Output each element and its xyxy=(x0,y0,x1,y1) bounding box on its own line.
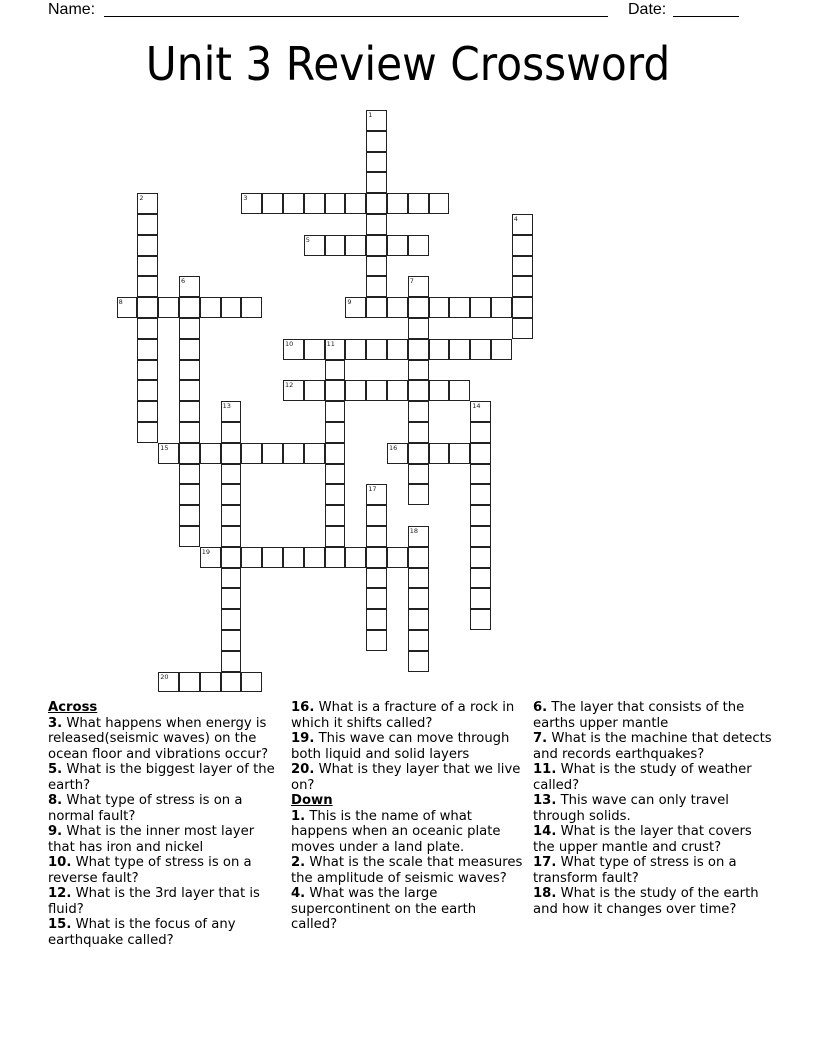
clue-down-13 xyxy=(533,793,773,824)
crossword-cell[interactable] xyxy=(137,318,158,339)
crossword-cell[interactable] xyxy=(158,297,179,318)
crossword-cell[interactable] xyxy=(366,172,387,193)
down-heading: Down xyxy=(291,793,333,808)
clue-across-8 xyxy=(48,793,280,824)
crossword-cell[interactable] xyxy=(387,380,408,401)
page-title: Unit 3 Review Crossword xyxy=(145,37,671,91)
crossword-cell[interactable] xyxy=(470,505,491,526)
clue-number-label: 2 xyxy=(139,194,144,203)
crossword-cell[interactable] xyxy=(221,505,242,526)
crossword-cell[interactable] xyxy=(429,443,450,464)
crossword-cell[interactable] xyxy=(345,297,366,318)
clue-number-label: 10 xyxy=(285,339,294,348)
clue-number-label: 5 xyxy=(305,235,310,244)
crossword-cell[interactable] xyxy=(137,276,158,297)
clue-down-11 xyxy=(533,762,773,793)
crossword-cell[interactable] xyxy=(470,443,491,464)
clue-number: 8. xyxy=(48,793,63,808)
crossword-cell[interactable] xyxy=(137,214,158,235)
clue-text: What is the biggest layer of the earth? xyxy=(48,762,275,793)
crossword-cell[interactable] xyxy=(221,526,242,547)
crossword-cell[interactable] xyxy=(408,547,429,568)
crossword-cell[interactable] xyxy=(408,422,429,443)
crossword-cell[interactable] xyxy=(408,276,429,297)
crossword-cell[interactable] xyxy=(325,380,346,401)
crossword-cell[interactable] xyxy=(366,297,387,318)
crossword-cell[interactable] xyxy=(491,297,512,318)
clue-down-2 xyxy=(291,855,523,886)
clue-number: 14. xyxy=(533,824,557,839)
crossword-cell[interactable] xyxy=(179,443,200,464)
across-heading: Across xyxy=(48,700,98,715)
crossword-cell[interactable] xyxy=(470,609,491,630)
crossword-cell[interactable] xyxy=(241,297,262,318)
crossword-cell[interactable] xyxy=(449,297,470,318)
clue-number: 4. xyxy=(291,886,306,901)
crossword-cell[interactable] xyxy=(366,214,387,235)
crossword-cell[interactable] xyxy=(429,297,450,318)
crossword-cell[interactable] xyxy=(408,630,429,651)
clue-number-label: 11 xyxy=(326,339,335,348)
crossword-cell[interactable] xyxy=(408,360,429,381)
clue-text: What is the 3rd layer that is fluid? xyxy=(48,886,260,917)
crossword-cell[interactable] xyxy=(179,297,200,318)
crossword-cell[interactable] xyxy=(408,443,429,464)
clue-number: 6. xyxy=(533,700,548,715)
crossword-cell[interactable] xyxy=(221,547,242,568)
crossword-cell[interactable] xyxy=(283,339,304,360)
crossword-cell[interactable] xyxy=(408,484,429,505)
crossword-cell[interactable] xyxy=(221,651,242,672)
crossword-cell[interactable] xyxy=(221,630,242,651)
crossword-cell[interactable] xyxy=(179,422,200,443)
crossword-cell[interactable] xyxy=(221,484,242,505)
crossword-cell[interactable] xyxy=(345,235,366,256)
clue-across-5 xyxy=(48,762,280,793)
crossword-cell[interactable] xyxy=(304,339,325,360)
clue-text: What is the scale that measures the amplitude of seismic waves? xyxy=(291,855,523,886)
clue-number-label: 8 xyxy=(118,298,123,307)
crossword-cell[interactable] xyxy=(366,235,387,256)
crossword-cell[interactable] xyxy=(325,193,346,214)
clue-number: 11. xyxy=(533,762,557,777)
clue-text: What is the study of the earth and how it changes over time? xyxy=(533,886,759,917)
clue-text: What was the large supercontinent on the earth called? xyxy=(291,886,477,932)
crossword-cell[interactable] xyxy=(325,505,346,526)
clue-across-3 xyxy=(48,716,280,763)
crossword-cell[interactable] xyxy=(345,380,366,401)
crossword-cell[interactable] xyxy=(137,256,158,277)
clue-number: 10. xyxy=(48,855,72,870)
crossword-cell[interactable] xyxy=(449,339,470,360)
name-label: Name: xyxy=(48,1,96,18)
crossword-cell[interactable] xyxy=(345,193,366,214)
crossword-cell[interactable] xyxy=(366,276,387,297)
crossword-cell[interactable] xyxy=(283,380,304,401)
clue-number: 2. xyxy=(291,855,306,870)
crossword-cell[interactable] xyxy=(283,193,304,214)
crossword-cell[interactable] xyxy=(470,401,491,422)
crossword-cell[interactable] xyxy=(408,568,429,589)
clue-number: 1. xyxy=(291,808,306,824)
crossword-cell[interactable] xyxy=(241,193,262,214)
clue-number: 19. xyxy=(291,731,315,746)
clue-number-label: 1 xyxy=(368,111,373,119)
crossword-cell[interactable] xyxy=(366,152,387,173)
clue-number: 18. xyxy=(533,886,557,901)
crossword-cell[interactable] xyxy=(179,318,200,339)
crossword-cell[interactable] xyxy=(304,380,325,401)
clue-down-6 xyxy=(533,700,773,731)
clue-text: What is a fracture of a rock in which it shifts called? xyxy=(291,700,515,731)
clue-number: 13. xyxy=(533,793,557,808)
crossword-cell[interactable] xyxy=(262,443,283,464)
crossword-cell[interactable] xyxy=(325,526,346,547)
crossword-cell[interactable] xyxy=(449,443,470,464)
clue-text: This wave can only travel through solids. xyxy=(533,793,729,824)
crossword-cell[interactable] xyxy=(449,380,470,401)
crossword-cell[interactable] xyxy=(408,193,429,214)
crossword-cell[interactable] xyxy=(241,443,262,464)
crossword-cell[interactable] xyxy=(221,422,242,443)
crossword-cell[interactable] xyxy=(429,193,450,214)
crossword-cell[interactable] xyxy=(179,484,200,505)
crossword-cell[interactable] xyxy=(470,547,491,568)
crossword-cell[interactable] xyxy=(221,588,242,609)
crossword-cell[interactable] xyxy=(221,464,242,485)
crossword-cell[interactable] xyxy=(470,484,491,505)
crossword-cell[interactable] xyxy=(387,443,408,464)
clue-across-12 xyxy=(48,886,280,917)
crossword-cell[interactable] xyxy=(179,276,200,297)
clue-number-label: 17 xyxy=(368,485,377,494)
crossword-cell[interactable] xyxy=(325,464,346,485)
crossword-cell[interactable] xyxy=(117,297,138,318)
crossword-cell[interactable] xyxy=(325,401,346,422)
clue-text: What is the focus of any earthquake called? xyxy=(48,917,236,948)
crossword-cell[interactable] xyxy=(325,360,346,381)
crossword-cell[interactable] xyxy=(304,443,325,464)
clue-down-1 xyxy=(291,809,523,856)
crossword-cell[interactable] xyxy=(408,235,429,256)
clue-number-label: 9 xyxy=(347,298,352,307)
crossword-cell[interactable] xyxy=(512,214,533,235)
crossword-cell[interactable] xyxy=(512,276,533,297)
crossword-cell[interactable] xyxy=(179,339,200,360)
crossword-cell[interactable] xyxy=(137,360,158,381)
clue-text: What is the machine that detects and records earthquakes? xyxy=(533,731,772,762)
crossword-cell[interactable] xyxy=(158,672,179,693)
date-label: Date: xyxy=(628,1,667,18)
clue-across-15 xyxy=(48,917,280,948)
crossword-cell[interactable] xyxy=(221,609,242,630)
crossword-cell[interactable] xyxy=(158,443,179,464)
clue-down-17 xyxy=(533,855,773,886)
clue-number: 16. xyxy=(291,700,315,715)
clue-number: 7. xyxy=(533,731,548,746)
crossword-cell[interactable] xyxy=(512,318,533,339)
crossword-cell[interactable] xyxy=(179,464,200,485)
crossword-cell[interactable] xyxy=(137,235,158,256)
crossword-cell[interactable] xyxy=(137,193,158,214)
clue-text: What is the study of weather called? xyxy=(533,762,752,793)
crossword-cell[interactable] xyxy=(408,588,429,609)
crossword-cell[interactable] xyxy=(137,339,158,360)
clue-text: What type of stress is on a normal fault? xyxy=(48,793,243,824)
crossword-cell[interactable] xyxy=(387,339,408,360)
crossword-cell[interactable] xyxy=(408,609,429,630)
crossword-cell[interactable] xyxy=(387,547,408,568)
crossword-cell[interactable] xyxy=(304,193,325,214)
crossword-cell[interactable] xyxy=(408,464,429,485)
crossword-cell[interactable] xyxy=(304,235,325,256)
clue-text: What is they layer that we live on? xyxy=(291,762,521,793)
clue-number-label: 6 xyxy=(181,277,186,286)
clue-number-label: 20 xyxy=(160,672,169,681)
crossword-cell[interactable] xyxy=(221,672,242,693)
crossword-cell[interactable] xyxy=(366,505,387,526)
clue-text: This is the name of what happens when an oceanic plate moves under a land plate. xyxy=(291,808,501,855)
crossword-cell[interactable] xyxy=(221,297,242,318)
crossword-cell[interactable] xyxy=(366,339,387,360)
crossword-cell[interactable] xyxy=(262,193,283,214)
clues-column-1 xyxy=(48,700,280,948)
crossword-cell[interactable] xyxy=(512,297,533,318)
crossword-cell[interactable] xyxy=(366,256,387,277)
clue-across-19 xyxy=(291,731,523,762)
crossword-cell[interactable] xyxy=(366,588,387,609)
crossword-cell[interactable] xyxy=(408,380,429,401)
crossword-cell[interactable] xyxy=(283,443,304,464)
clue-number-label: 7 xyxy=(409,277,414,286)
crossword-cell[interactable] xyxy=(470,339,491,360)
crossword-cell[interactable] xyxy=(325,443,346,464)
crossword-cell[interactable] xyxy=(179,672,200,693)
crossword-cell[interactable] xyxy=(387,297,408,318)
crossword-cell[interactable] xyxy=(366,110,387,131)
clue-text: What happens when energy is released(seismic waves) on the ocean floor and vibrations occur? xyxy=(48,715,269,762)
clue-number: 9. xyxy=(48,824,63,839)
crossword-cell[interactable] xyxy=(366,526,387,547)
crossword-cell[interactable] xyxy=(366,484,387,505)
crossword-cell[interactable] xyxy=(325,422,346,443)
crossword-cell[interactable] xyxy=(408,401,429,422)
crossword-cell[interactable] xyxy=(345,547,366,568)
clue-number: 20. xyxy=(291,762,315,777)
clue-number: 12. xyxy=(48,886,72,901)
crossword-cell[interactable] xyxy=(325,235,346,256)
crossword-cell[interactable] xyxy=(283,547,304,568)
clue-number-label: 15 xyxy=(160,443,169,452)
crossword-cell[interactable] xyxy=(137,297,158,318)
clue-number-label: 3 xyxy=(243,194,248,203)
crossword-cell[interactable] xyxy=(325,484,346,505)
clue-number: 17. xyxy=(533,855,557,870)
crossword-cell[interactable] xyxy=(345,339,366,360)
crossword-cell[interactable] xyxy=(221,401,242,422)
crossword-cell[interactable] xyxy=(221,568,242,589)
clue-text: What is the layer that covers the upper mantle and crust? xyxy=(533,824,752,855)
clue-number-label: 14 xyxy=(472,402,481,411)
crossword-cell[interactable] xyxy=(470,297,491,318)
clue-across-9 xyxy=(48,824,280,855)
clue-number-label: 12 xyxy=(285,381,294,390)
crossword-cell[interactable] xyxy=(408,297,429,318)
clue-number: 15. xyxy=(48,917,72,932)
crossword-cell[interactable] xyxy=(325,547,346,568)
crossword-cell[interactable] xyxy=(200,297,221,318)
clue-number-label: 13 xyxy=(222,402,231,411)
crossword-cell[interactable] xyxy=(366,131,387,152)
clue-number: 3. xyxy=(48,715,63,731)
crossword-cell[interactable] xyxy=(366,547,387,568)
crossword-cell[interactable] xyxy=(325,339,346,360)
clues-column-3 xyxy=(533,700,773,917)
clue-down-4 xyxy=(291,886,523,933)
crossword-cell[interactable] xyxy=(137,380,158,401)
crossword-cell[interactable] xyxy=(366,380,387,401)
crossword-cell[interactable] xyxy=(512,256,533,277)
crossword-cell[interactable] xyxy=(491,339,512,360)
crossword-cell[interactable] xyxy=(366,568,387,589)
crossword-cell[interactable] xyxy=(179,401,200,422)
clue-text: This wave can move through both liquid and solid layers xyxy=(291,731,510,762)
crossword-cell[interactable] xyxy=(179,526,200,547)
clues-column-2 xyxy=(291,700,523,933)
crossword-cell[interactable] xyxy=(470,568,491,589)
crossword-cell[interactable] xyxy=(366,609,387,630)
crossword-cell[interactable] xyxy=(387,235,408,256)
crossword-cell[interactable] xyxy=(408,651,429,672)
clue-down-18 xyxy=(533,886,773,917)
clue-number: 5. xyxy=(48,762,63,777)
crossword-cell[interactable] xyxy=(429,380,450,401)
crossword-cell[interactable] xyxy=(200,547,221,568)
crossword-cell[interactable] xyxy=(366,193,387,214)
crossword-cell[interactable] xyxy=(470,526,491,547)
clue-number-label: 19 xyxy=(201,547,211,556)
clue-across-16 xyxy=(291,700,523,731)
crossword-cell[interactable] xyxy=(304,547,325,568)
crossword-cell[interactable] xyxy=(366,630,387,651)
crossword-cell[interactable] xyxy=(179,505,200,526)
crossword-cell[interactable] xyxy=(512,235,533,256)
clue-text: What is the inner most layer that has iron and nickel xyxy=(48,824,255,855)
clue-across-20 xyxy=(291,762,523,793)
crossword-cell[interactable] xyxy=(179,380,200,401)
crossword-cell[interactable] xyxy=(241,672,262,693)
crossword-cell[interactable] xyxy=(408,339,429,360)
crossword-cell[interactable] xyxy=(137,422,158,443)
clue-text: What type of stress is on a reverse fault? xyxy=(48,855,252,886)
crossword-cell[interactable] xyxy=(408,526,429,547)
crossword-cell[interactable] xyxy=(200,672,221,693)
crossword-cell[interactable] xyxy=(179,360,200,381)
crossword-cell[interactable] xyxy=(408,318,429,339)
clue-number-label: 16 xyxy=(389,443,398,452)
clue-across-10 xyxy=(48,855,280,886)
clue-down-14 xyxy=(533,824,773,855)
clue-number-label: 18 xyxy=(409,527,419,535)
crossword-cell[interactable] xyxy=(470,422,491,443)
crossword-cell[interactable] xyxy=(470,464,491,485)
crossword-cell[interactable] xyxy=(200,443,221,464)
clue-down-7 xyxy=(533,731,773,762)
crossword-cell[interactable] xyxy=(262,547,283,568)
clue-text: The layer that consists of the earths upper mantle xyxy=(533,700,745,731)
crossword-cell[interactable] xyxy=(221,443,242,464)
crossword-cell[interactable] xyxy=(241,547,262,568)
clue-number-label: 4 xyxy=(513,215,518,223)
crossword-cell[interactable] xyxy=(470,588,491,609)
clue-text: What type of stress is on a transform fault? xyxy=(533,855,737,886)
crossword-cell[interactable] xyxy=(429,339,450,360)
crossword-cell[interactable] xyxy=(387,193,408,214)
crossword-cell[interactable] xyxy=(137,401,158,422)
